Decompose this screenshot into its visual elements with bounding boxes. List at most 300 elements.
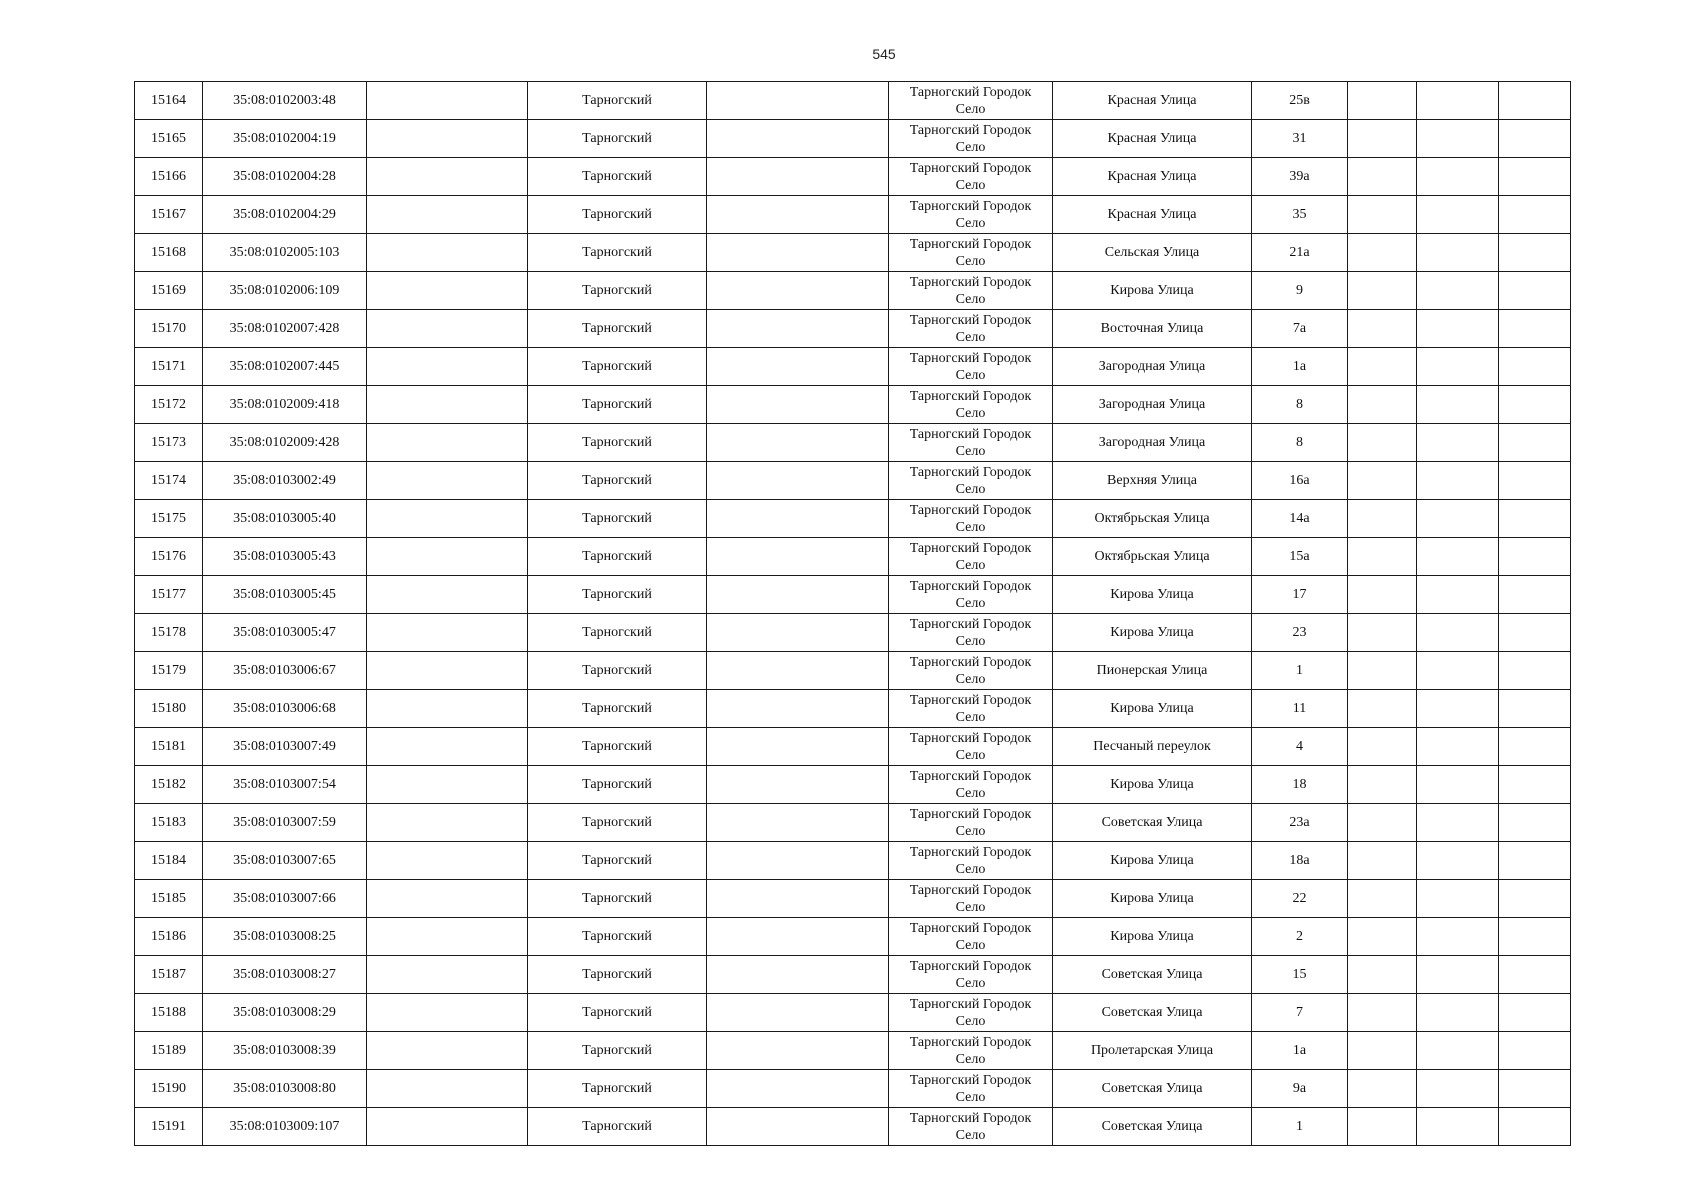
empty-cell <box>1499 766 1571 804</box>
row-number-cell: 15169 <box>135 272 203 310</box>
locality-name: Тарногский Городок <box>909 236 1032 252</box>
empty-cell <box>707 918 889 956</box>
street-cell: Загородная Улица <box>1053 424 1252 462</box>
empty-cell <box>1499 576 1571 614</box>
empty-cell <box>367 348 528 386</box>
empty-cell <box>1417 1070 1499 1108</box>
district-cell: Тарногский <box>528 690 707 728</box>
locality-name: Тарногский Городок <box>909 464 1032 480</box>
street-cell: Красная Улица <box>1053 120 1252 158</box>
locality-name: Тарногский Городок <box>909 692 1032 708</box>
empty-cell <box>707 880 889 918</box>
row-number-cell: 15179 <box>135 652 203 690</box>
empty-cell <box>367 804 528 842</box>
locality-type: Село <box>955 519 986 535</box>
row-number-cell: 15183 <box>135 804 203 842</box>
empty-cell <box>1348 880 1417 918</box>
table-row <box>135 234 1571 272</box>
empty-cell <box>1348 652 1417 690</box>
cadastral-number-cell: 35:08:0103007:49 <box>203 728 367 766</box>
empty-cell <box>1348 994 1417 1032</box>
locality-type: Село <box>955 443 986 459</box>
street-cell: Октябрьская Улица <box>1053 538 1252 576</box>
locality-cell <box>889 804 1053 842</box>
empty-cell <box>1417 690 1499 728</box>
locality-cell <box>889 614 1053 652</box>
district-cell: Тарногский <box>528 880 707 918</box>
street-cell: Восточная Улица <box>1053 310 1252 348</box>
empty-cell <box>1417 1108 1499 1146</box>
empty-cell <box>1417 728 1499 766</box>
row-number-cell: 15175 <box>135 500 203 538</box>
cadastral-number-cell: 35:08:0102009:418 <box>203 386 367 424</box>
empty-cell <box>367 956 528 994</box>
locality-name: Тарногский Городок <box>909 312 1032 328</box>
locality-name: Тарногский Городок <box>909 616 1032 632</box>
house-number-cell: 15 <box>1252 956 1348 994</box>
empty-cell <box>1348 424 1417 462</box>
table-row <box>135 614 1571 652</box>
locality-type: Село <box>955 481 986 497</box>
district-cell: Тарногский <box>528 1108 707 1146</box>
empty-cell <box>707 310 889 348</box>
empty-cell <box>367 82 528 120</box>
row-number-cell: 15185 <box>135 880 203 918</box>
empty-cell <box>1417 310 1499 348</box>
table-row <box>135 804 1571 842</box>
house-number-cell: 18а <box>1252 842 1348 880</box>
district-cell: Тарногский <box>528 348 707 386</box>
empty-cell <box>707 234 889 272</box>
district-cell: Тарногский <box>528 120 707 158</box>
row-number-cell: 15181 <box>135 728 203 766</box>
empty-cell <box>367 652 528 690</box>
district-cell: Тарногский <box>528 234 707 272</box>
district-cell: Тарногский <box>528 1032 707 1070</box>
empty-cell <box>1348 158 1417 196</box>
table-row <box>135 120 1571 158</box>
empty-cell <box>1499 614 1571 652</box>
district-cell: Тарногский <box>528 994 707 1032</box>
locality-name: Тарногский Городок <box>909 1034 1032 1050</box>
empty-cell <box>1499 424 1571 462</box>
empty-cell <box>1499 500 1571 538</box>
locality-cell <box>889 1108 1053 1146</box>
empty-cell <box>1417 994 1499 1032</box>
table-row <box>135 424 1571 462</box>
empty-cell <box>1499 272 1571 310</box>
empty-cell <box>367 158 528 196</box>
empty-cell <box>1499 1108 1571 1146</box>
locality-type: Село <box>955 633 986 649</box>
empty-cell <box>367 728 528 766</box>
empty-cell <box>1348 500 1417 538</box>
empty-cell <box>1417 158 1499 196</box>
empty-cell <box>1348 956 1417 994</box>
empty-cell <box>1348 310 1417 348</box>
empty-cell <box>1417 82 1499 120</box>
empty-cell <box>1417 424 1499 462</box>
empty-cell <box>1499 690 1571 728</box>
district-cell: Тарногский <box>528 728 707 766</box>
empty-cell <box>707 196 889 234</box>
locality-type: Село <box>955 557 986 573</box>
locality-cell <box>889 652 1053 690</box>
locality-cell <box>889 234 1053 272</box>
street-cell: Верхняя Улица <box>1053 462 1252 500</box>
cadastral-number-cell: 35:08:0103005:47 <box>203 614 367 652</box>
street-cell: Песчаный переулок <box>1053 728 1252 766</box>
table-row <box>135 348 1571 386</box>
empty-cell <box>707 1032 889 1070</box>
locality-type: Село <box>955 1013 986 1029</box>
empty-cell <box>707 120 889 158</box>
empty-cell <box>1348 1032 1417 1070</box>
house-number-cell: 1а <box>1252 348 1348 386</box>
locality-name: Тарногский Городок <box>909 882 1032 898</box>
cadastral-number-cell: 35:08:0103007:59 <box>203 804 367 842</box>
empty-cell <box>707 614 889 652</box>
street-cell: Пионерская Улица <box>1053 652 1252 690</box>
house-number-cell: 8 <box>1252 424 1348 462</box>
empty-cell <box>1348 804 1417 842</box>
street-cell: Советская Улица <box>1053 1108 1252 1146</box>
locality-name: Тарногский Городок <box>909 730 1032 746</box>
table-row <box>135 842 1571 880</box>
row-number-cell: 15170 <box>135 310 203 348</box>
empty-cell <box>1348 576 1417 614</box>
empty-cell <box>367 500 528 538</box>
locality-cell <box>889 842 1053 880</box>
locality-name: Тарногский Городок <box>909 806 1032 822</box>
empty-cell <box>1499 310 1571 348</box>
row-number-cell: 15186 <box>135 918 203 956</box>
street-cell: Кирова Улица <box>1053 842 1252 880</box>
empty-cell <box>367 272 528 310</box>
locality-cell <box>889 348 1053 386</box>
locality-type: Село <box>955 823 986 839</box>
locality-cell <box>889 158 1053 196</box>
street-cell: Советская Улица <box>1053 994 1252 1032</box>
district-cell: Тарногский <box>528 652 707 690</box>
empty-cell <box>707 766 889 804</box>
row-number-cell: 15166 <box>135 158 203 196</box>
empty-cell <box>1417 1032 1499 1070</box>
empty-cell <box>1417 272 1499 310</box>
cadastral-number-cell: 35:08:0103008:39 <box>203 1032 367 1070</box>
empty-cell <box>1499 880 1571 918</box>
street-cell: Кирова Улица <box>1053 918 1252 956</box>
house-number-cell: 7а <box>1252 310 1348 348</box>
house-number-cell: 21а <box>1252 234 1348 272</box>
table-row <box>135 728 1571 766</box>
empty-cell <box>367 880 528 918</box>
house-number-cell: 8 <box>1252 386 1348 424</box>
empty-cell <box>1348 386 1417 424</box>
empty-cell <box>707 348 889 386</box>
empty-cell <box>367 310 528 348</box>
row-number-cell: 15177 <box>135 576 203 614</box>
district-cell: Тарногский <box>528 272 707 310</box>
district-cell: Тарногский <box>528 956 707 994</box>
empty-cell <box>367 576 528 614</box>
street-cell: Советская Улица <box>1053 956 1252 994</box>
street-cell: Кирова Улица <box>1053 576 1252 614</box>
empty-cell <box>1499 842 1571 880</box>
empty-cell <box>1499 82 1571 120</box>
district-cell: Тарногский <box>528 842 707 880</box>
table-row <box>135 880 1571 918</box>
row-number-cell: 15165 <box>135 120 203 158</box>
empty-cell <box>1348 690 1417 728</box>
empty-cell <box>1499 348 1571 386</box>
district-cell: Тарногский <box>528 918 707 956</box>
empty-cell <box>1499 538 1571 576</box>
empty-cell <box>367 234 528 272</box>
locality-type: Село <box>955 1127 986 1143</box>
empty-cell <box>367 120 528 158</box>
house-number-cell: 17 <box>1252 576 1348 614</box>
row-number-cell: 15187 <box>135 956 203 994</box>
locality-name: Тарногский Городок <box>909 388 1032 404</box>
street-cell: Октябрьская Улица <box>1053 500 1252 538</box>
locality-cell <box>889 1032 1053 1070</box>
empty-cell <box>707 1070 889 1108</box>
empty-cell <box>1499 728 1571 766</box>
empty-cell <box>1348 196 1417 234</box>
cadastral-number-cell: 35:08:0103009:107 <box>203 1108 367 1146</box>
locality-cell <box>889 1070 1053 1108</box>
locality-type: Село <box>955 785 986 801</box>
row-number-cell: 15190 <box>135 1070 203 1108</box>
empty-cell <box>1499 1032 1571 1070</box>
street-cell: Советская Улица <box>1053 804 1252 842</box>
street-cell: Кирова Улица <box>1053 272 1252 310</box>
locality-name: Тарногский Городок <box>909 768 1032 784</box>
empty-cell <box>367 196 528 234</box>
cadastral-number-cell: 35:08:0102005:103 <box>203 234 367 272</box>
locality-type: Село <box>955 405 986 421</box>
house-number-cell: 25в <box>1252 82 1348 120</box>
empty-cell <box>707 994 889 1032</box>
locality-type: Село <box>955 899 986 915</box>
district-cell: Тарногский <box>528 196 707 234</box>
locality-type: Село <box>955 139 986 155</box>
district-cell: Тарногский <box>528 804 707 842</box>
table-row <box>135 386 1571 424</box>
locality-type: Село <box>955 291 986 307</box>
locality-cell <box>889 120 1053 158</box>
empty-cell <box>367 1070 528 1108</box>
locality-type: Село <box>955 671 986 687</box>
locality-type: Село <box>955 1051 986 1067</box>
empty-cell <box>1499 1070 1571 1108</box>
empty-cell <box>1417 614 1499 652</box>
row-number-cell: 15174 <box>135 462 203 500</box>
locality-cell <box>889 576 1053 614</box>
empty-cell <box>1417 386 1499 424</box>
locality-name: Тарногский Городок <box>909 844 1032 860</box>
locality-type: Село <box>955 861 986 877</box>
row-number-cell: 15191 <box>135 1108 203 1146</box>
empty-cell <box>1417 348 1499 386</box>
empty-cell <box>707 652 889 690</box>
locality-type: Село <box>955 101 986 117</box>
locality-type: Село <box>955 253 986 269</box>
locality-name: Тарногский Городок <box>909 578 1032 594</box>
house-number-cell: 4 <box>1252 728 1348 766</box>
empty-cell <box>1348 1070 1417 1108</box>
empty-cell <box>1348 538 1417 576</box>
locality-name: Тарногский Городок <box>909 122 1032 138</box>
empty-cell <box>367 994 528 1032</box>
locality-name: Тарногский Городок <box>909 920 1032 936</box>
cadastral-number-cell: 35:08:0103006:67 <box>203 652 367 690</box>
row-number-cell: 15173 <box>135 424 203 462</box>
district-cell: Тарногский <box>528 1070 707 1108</box>
empty-cell <box>1348 1108 1417 1146</box>
empty-cell <box>1499 652 1571 690</box>
empty-cell <box>367 424 528 462</box>
locality-cell <box>889 272 1053 310</box>
house-number-cell: 22 <box>1252 880 1348 918</box>
district-cell: Тарногский <box>528 766 707 804</box>
locality-type: Село <box>955 595 986 611</box>
table-row <box>135 196 1571 234</box>
empty-cell <box>1348 348 1417 386</box>
house-number-cell: 15а <box>1252 538 1348 576</box>
empty-cell <box>1499 196 1571 234</box>
locality-cell <box>889 386 1053 424</box>
table-row <box>135 272 1571 310</box>
cadastral-number-cell: 35:08:0103007:66 <box>203 880 367 918</box>
empty-cell <box>1417 462 1499 500</box>
locality-cell <box>889 424 1053 462</box>
district-cell: Тарногский <box>528 82 707 120</box>
empty-cell <box>1348 728 1417 766</box>
cadastral-number-cell: 35:08:0102006:109 <box>203 272 367 310</box>
empty-cell <box>707 1108 889 1146</box>
table-row <box>135 1108 1571 1146</box>
street-cell: Советская Улица <box>1053 1070 1252 1108</box>
street-cell: Красная Улица <box>1053 196 1252 234</box>
cadastral-number-cell: 35:08:0103006:68 <box>203 690 367 728</box>
empty-cell <box>707 386 889 424</box>
row-number-cell: 15182 <box>135 766 203 804</box>
cadastral-number-cell: 35:08:0102004:28 <box>203 158 367 196</box>
cadastral-number-cell: 35:08:0102009:428 <box>203 424 367 462</box>
table-row <box>135 918 1571 956</box>
row-number-cell: 15184 <box>135 842 203 880</box>
row-number-cell: 15167 <box>135 196 203 234</box>
locality-type: Село <box>955 1089 986 1105</box>
row-number-cell: 15178 <box>135 614 203 652</box>
table-row <box>135 652 1571 690</box>
district-cell: Тарногский <box>528 310 707 348</box>
empty-cell <box>1348 234 1417 272</box>
locality-cell <box>889 310 1053 348</box>
empty-cell <box>1417 956 1499 994</box>
empty-cell <box>1417 576 1499 614</box>
house-number-cell: 1а <box>1252 1032 1348 1070</box>
row-number-cell: 15168 <box>135 234 203 272</box>
empty-cell <box>707 804 889 842</box>
empty-cell <box>1348 120 1417 158</box>
empty-cell <box>367 538 528 576</box>
empty-cell <box>367 918 528 956</box>
empty-cell <box>1499 158 1571 196</box>
locality-name: Тарногский Городок <box>909 426 1032 442</box>
empty-cell <box>1348 918 1417 956</box>
empty-cell <box>1417 500 1499 538</box>
street-cell: Красная Улица <box>1053 158 1252 196</box>
empty-cell <box>1417 766 1499 804</box>
registry-table <box>134 81 1571 1146</box>
cadastral-number-cell: 35:08:0103007:54 <box>203 766 367 804</box>
empty-cell <box>707 576 889 614</box>
empty-cell <box>1499 234 1571 272</box>
empty-cell <box>367 842 528 880</box>
house-number-cell: 39а <box>1252 158 1348 196</box>
house-number-cell: 1 <box>1252 1108 1348 1146</box>
row-number-cell: 15176 <box>135 538 203 576</box>
district-cell: Тарногский <box>528 462 707 500</box>
house-number-cell: 16а <box>1252 462 1348 500</box>
locality-type: Село <box>955 177 986 193</box>
empty-cell <box>707 272 889 310</box>
table-body <box>135 82 1571 1146</box>
locality-cell <box>889 500 1053 538</box>
locality-type: Село <box>955 975 986 991</box>
locality-name: Тарногский Городок <box>909 84 1032 100</box>
locality-cell <box>889 462 1053 500</box>
locality-name: Тарногский Городок <box>909 1110 1032 1126</box>
locality-type: Село <box>955 329 986 345</box>
locality-cell <box>889 690 1053 728</box>
empty-cell <box>1348 272 1417 310</box>
locality-cell <box>889 766 1053 804</box>
house-number-cell: 2 <box>1252 918 1348 956</box>
locality-name: Тарногский Городок <box>909 654 1032 670</box>
district-cell: Тарногский <box>528 500 707 538</box>
locality-cell <box>889 918 1053 956</box>
district-cell: Тарногский <box>528 576 707 614</box>
house-number-cell: 7 <box>1252 994 1348 1032</box>
empty-cell <box>707 690 889 728</box>
empty-cell <box>1348 462 1417 500</box>
empty-cell <box>367 1032 528 1070</box>
street-cell: Пролетарская Улица <box>1053 1032 1252 1070</box>
locality-name: Тарногский Городок <box>909 1072 1032 1088</box>
table-row <box>135 766 1571 804</box>
street-cell: Кирова Улица <box>1053 690 1252 728</box>
empty-cell <box>1417 880 1499 918</box>
cadastral-number-cell: 35:08:0103002:49 <box>203 462 367 500</box>
table-row <box>135 158 1571 196</box>
row-number-cell: 15172 <box>135 386 203 424</box>
locality-name: Тарногский Городок <box>909 502 1032 518</box>
street-cell: Кирова Улица <box>1053 880 1252 918</box>
table-row <box>135 538 1571 576</box>
empty-cell <box>1499 462 1571 500</box>
empty-cell <box>367 614 528 652</box>
table-row <box>135 462 1571 500</box>
empty-cell <box>707 728 889 766</box>
locality-cell <box>889 82 1053 120</box>
empty-cell <box>707 462 889 500</box>
locality-type: Село <box>955 709 986 725</box>
district-cell: Тарногский <box>528 614 707 652</box>
